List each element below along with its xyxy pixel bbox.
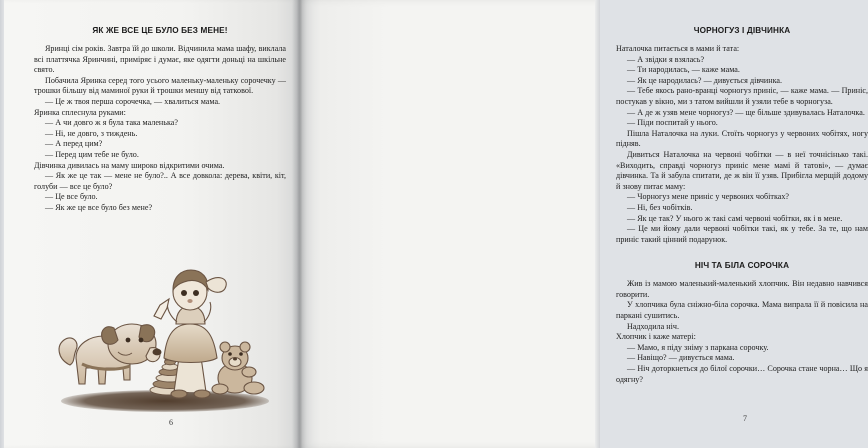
dog-nose [153,349,162,356]
paragraph: — Тебе якось рано-вранці чорногуз приніс, — каже мама. — Приніс, постукав у вікно, ми з татом вийшли й узяли тебе в чорногуза. [616,86,868,106]
teddy-leg-left [212,384,228,394]
paragraph: Наталочка питається в мами й тата: [616,44,740,53]
paragraph: — Ти народилась, — каже мама. [627,65,740,75]
paragraph: — Навіщо? — дивується мама. [627,353,735,363]
girl-hair-bow [206,278,226,293]
paragraph: — Ні, не довго, з тиждень. [45,128,138,138]
teddy-bear-figure [212,342,264,394]
illustration-girl-with-tiny-shirt [42,272,282,420]
girl-arm-left [167,302,177,322]
paragraph: Дивиться Наталочка на червоні чобітки — в неї точнісінько такі. «Виходить, справді чорногуз приніс мене мамі й татові», — думає дівчинка. Та й забула спитати, де ж він її узяв. Прибігла мерщій додому й знову питає маму: [616,149,868,191]
teddy-nose [233,358,237,361]
paragraph: — А перед цим? [45,139,103,149]
right-page-text-column [616,26,868,385]
paragraph: — Ні, без чобітків. [627,202,693,212]
paragraph: Дівчинка дивилась на маму широко відкритими очима. [34,160,225,170]
paragraph: — Як це так? У нього ж такі самі червоні чобітки, як і в мене. [627,213,843,223]
paragraph: — Як же це все було без мене? [45,202,153,212]
left-page-story-title: ЯК ЖЕ ВСЕ ЦЕ БУЛО БЕЗ МЕНЕ! [92,26,228,35]
tiny-shirt-held [154,299,169,319]
paragraph: Надходила ніч. [627,321,679,331]
teddy-ear-left [220,342,230,352]
paragraph: — Піди поспитай у нього. [627,118,718,128]
paragraph: — А де ж узяв мене чорногуз? — ще більше здивувалась Наталочка. [627,107,865,117]
dog-eye-left [126,338,131,343]
paragraph: — Чорногуз мене приніс у червоних чобітках? [627,192,789,202]
paragraph: — Це все було. [45,192,98,202]
teddy-ear-right [240,342,250,352]
left-page-text-column [34,26,286,214]
right-page-story-title-1: ЧОРНОГУЗ І ДІВЧИНКА [693,26,791,35]
paragraph: — А чи довго ж я була така маленька? [45,118,178,128]
dog-eye-right [139,338,144,343]
girl-eye-right [193,290,199,296]
teddy-leg-right [244,382,264,394]
paragraph: — Як же це так — мене не було?.. А все довкола: дерева, квіти, кіт, голуби — все це було? [34,171,286,191]
paragraph: — Це ми йому дали червоні чобітки такі, як у тебе. За те, що нам приніс такий цінний подарунок. [616,224,868,244]
paragraph: — Мамо, я піду зніму з паркана сорочку. [627,342,769,352]
girl-eye-left [181,290,187,296]
girl-dress [164,324,217,363]
paragraph: Хлопчик і каже матері: [616,332,696,342]
page-number-left: 6 [169,418,173,427]
teddy-eye-right [239,352,243,356]
page-number-right: 7 [743,414,747,423]
paragraph: Яринка сплеснула руками: [34,107,126,117]
right-page [300,0,868,448]
paragraph: — Як це народилась? — дивується дівчинка. [627,75,783,85]
right-page-story-title-2: НІЧ ТА БІЛА СОРОЧКА [694,261,790,271]
dog-tail [59,338,77,365]
paragraph: Жив із мамою маленький-маленький хлопчик. Він недавно навчився говорити. [616,279,868,299]
girl-shoe-right [194,390,210,398]
paragraph: — Це ж твоя перша сорочечка, — хвалиться мама. [45,96,221,106]
teddy-eye-left [228,352,232,356]
paragraph: — Перед цим тебе не було. [45,149,139,159]
left-page [4,0,300,448]
paragraph: Пішла Наталочка на луки. Стоїть чорногуз у червоних чобітях, ногу підняв. [616,128,868,149]
paragraph: — А звідки я взялась? [627,54,705,64]
girl-mouth [187,299,192,303]
paragraph: У хлопчика була сніжно-біла сорочка. Мама випрала її й повісила на паркані сушитись. [616,300,868,321]
paragraph: — Ніч доторкнеться до білої сорочки… Сорочка стане чорна… Що я одягну? [616,364,868,384]
book-right-edge [595,0,600,448]
paragraph: Яринці сім років. Завтра їй до школи. Відчинила мама шафу, виклала всі платтячка Яринчині, приміряє і думає, яке одягти доньці на шкільне свято. [34,44,286,75]
dog-figure [59,324,161,384]
teddy-arm [242,367,256,377]
paragraph: Побачила Яринка серед того усього маленьку-маленьку сорочечку — трошки більшу від маминої руки й трошки меншу від таткової. [34,75,286,96]
girl-shoe-left [171,390,187,398]
